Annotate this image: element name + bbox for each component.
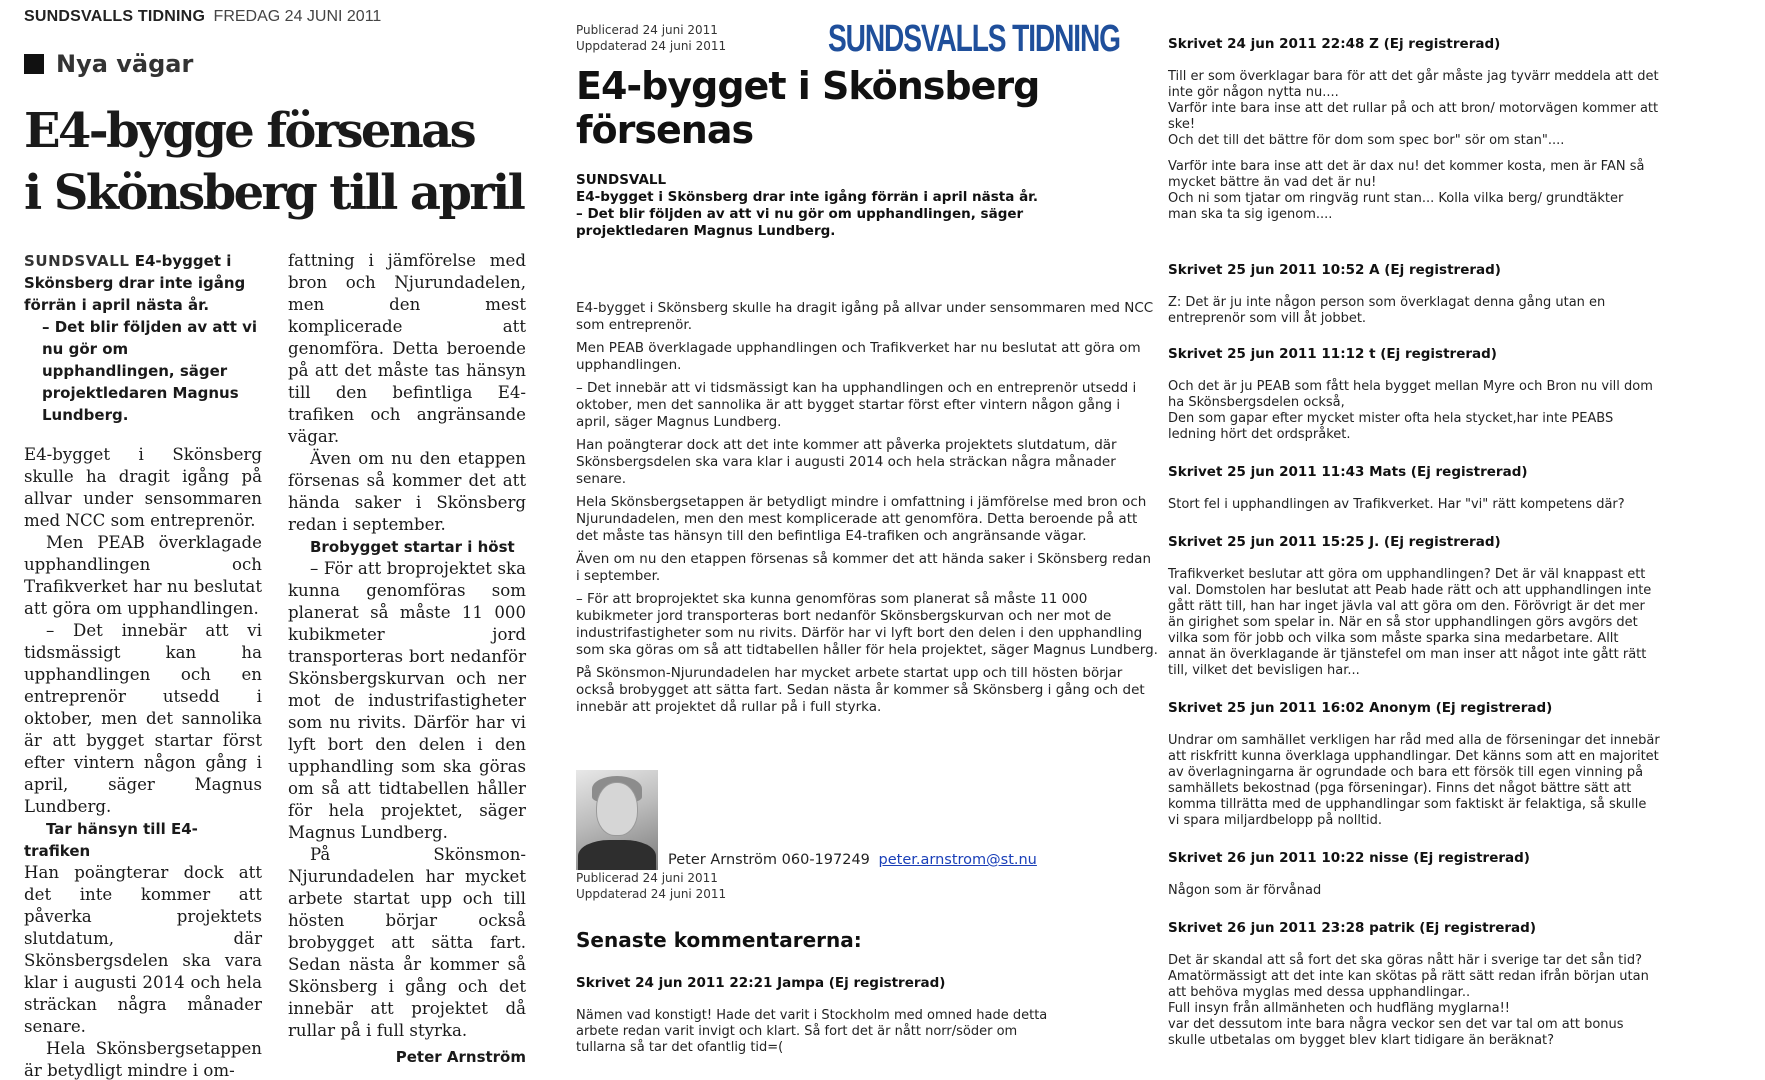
comment-line: Varför inte bara inse att det är dax nu! det kommer kosta, men är FAN så bbox=[1168, 159, 1645, 174]
comment-text bbox=[1168, 883, 1758, 899]
comment-line: ske! bbox=[1168, 117, 1196, 132]
comment-line: inte gör någon nytta nu.... bbox=[1168, 85, 1339, 100]
author-name: Peter Arnström bbox=[668, 852, 778, 868]
comment-line: var det dessutom inte bara några veckor sen det var tal om att bonus bbox=[1168, 1017, 1624, 1032]
comment-line: Och det till det bättre för dom som spec bor" sör om stan".... bbox=[1168, 133, 1565, 148]
article-paragraph: – För att broprojektet ska kunna genomföras som planerat så måste 11 000 kubikmeter jord transporteras bort nedanför Skönsbergskurvan och ner mot de industrifastigheter som nu rivits. Därför har vi lyft bort den delen i den upphandling som ska göras om så att tidtabellen håller för hela projektet, säger Magnus Lundberg. bbox=[576, 591, 1158, 658]
comment-text bbox=[1168, 733, 1758, 829]
comment bbox=[1168, 464, 1758, 513]
comment-header: Skrivet 25 jun 2011 15:25 J. (Ej registrerad) bbox=[1168, 534, 1501, 550]
print-paragraph: – Det innebär att vi tidsmässigt kan ha upphandlingen och en entreprenör utsedd i oktober, men det sannolika är att bygget startar först efter vintern någon gång i april, säger Magnus Lundberg. bbox=[24, 621, 262, 816]
comment-line: att behöva myglas med dessa upphandlingar.. bbox=[1168, 985, 1471, 1000]
print-headline-line: i Skönsberg till april bbox=[24, 165, 524, 221]
print-clipping bbox=[0, 0, 540, 1080]
comment-text bbox=[1168, 567, 1758, 679]
article-body bbox=[576, 300, 1158, 722]
updated-date: Uppdaterad 24 juni 2011 bbox=[576, 887, 727, 901]
print-byline: Peter Arnström bbox=[395, 1048, 526, 1066]
comment-line: Amatörmässigt att det inte kan skötas på rätt sätt redan ifrån början utan bbox=[1168, 969, 1649, 984]
web-article bbox=[576, 0, 1156, 1080]
comment-line: att riskfritt kunna överklaga upphandlingar. Det känns som att en majoritet bbox=[1168, 749, 1659, 764]
comment-line: samhällets bekostnad (pga förseningar). Finns det något bättre sätt att bbox=[1168, 781, 1632, 796]
article-lead-quote: – Det blir följden av att vi nu gör om upphandlingen, säger projektledaren Magnus Lundberg. bbox=[576, 206, 1024, 239]
print-paragraph: Han poängterar dock att det inte kommer att påverka projektets slutdatum, där Skönsbergsdelen ska vara klar i augusti 2014 och hela sträckan några månader senare. bbox=[24, 863, 262, 1036]
print-lead bbox=[24, 250, 262, 426]
comment-line: ledning hört det ordspråket. bbox=[1168, 427, 1351, 442]
comment-text bbox=[1168, 379, 1758, 443]
comment-line: Nämen vad konstigt! Hade det varit i Stockholm med omned hade detta bbox=[576, 1008, 1048, 1023]
comment-text bbox=[1168, 69, 1758, 223]
comment-line: entreprenör som vill åt jobbet. bbox=[1168, 311, 1367, 326]
site-logo[interactable]: SUNDSVALLS TIDNING bbox=[828, 18, 1120, 60]
square-bullet-icon bbox=[24, 54, 44, 74]
comment bbox=[1168, 262, 1758, 327]
print-lead-text: E4-bygget i Skönsberg drar inte igång förrän i april nästa år. bbox=[24, 252, 246, 314]
comments-column bbox=[1168, 0, 1758, 1080]
comment-line: Den som gapar efter mycket mister ofta hela stycket,har inte PEABS bbox=[1168, 411, 1614, 426]
comment-line: av överlagningarna är ogrundade och bara ett försök till egen vinning på bbox=[1168, 765, 1644, 780]
comment-line: annat än överklagande är tjänstefel om man inser att något inte gått rätt bbox=[1168, 647, 1647, 662]
print-lead-place: SUNDSVALL bbox=[24, 252, 130, 270]
comment bbox=[1168, 534, 1758, 679]
print-paragraph: E4-bygget i Skönsberg skulle ha dragit igång på allvar under sensommaren med NCC som entreprenör. bbox=[24, 445, 262, 530]
comment-line: ha Skönsbergsdelen också, bbox=[1168, 395, 1345, 410]
comment bbox=[1168, 700, 1758, 829]
article-meta-top bbox=[576, 22, 726, 54]
comment-line: till, vilket det bevisligen har... bbox=[1168, 663, 1360, 678]
print-paragraph: På Skönsmon-Njurundadelen har mycket arbete startat upp och till hösten börjar också brobygget att sätta fart. Sedan nästa år kommer så Skönsberg i gång och det innebär att projektet då rullar på i full styrka. bbox=[288, 845, 526, 1040]
comment-header: Skrivet 25 jun 2011 11:12 t (Ej registrerad) bbox=[1168, 346, 1497, 362]
author-photo-head bbox=[596, 782, 638, 836]
article-paragraph: Även om nu den etappen försenas så kommer det att hända saker i Skönsberg redan i september. bbox=[576, 551, 1151, 584]
comment-line: vilka som för jobb och vilka som måste sparka sina medarbetare. Allt bbox=[1168, 631, 1619, 646]
article-meta-bottom bbox=[576, 870, 726, 902]
comment-line: vi spara miljardbelopp på nolltid. bbox=[1168, 813, 1383, 828]
print-paragraph: fattning i jämförelse med bron och Njurundadelen, men den mest komplicerade att genomföra. Detta beroende på att det måste tas hänsyn till den befintliga E4-trafiken och angränsande vägar. bbox=[288, 251, 526, 446]
comment-header: Skrivet 25 jun 2011 11:43 Mats (Ej registrerad) bbox=[1168, 464, 1528, 480]
comment-line: gått rätt till, han har inget jävla val att göra om den. Förövrigt är det mer bbox=[1168, 599, 1645, 614]
article-paragraph: Han poängterar dock att det inte kommer att påverka projektets slutdatum, där Skönsbergsdelen ska vara klar i augusti 2014 och hela sträckan några månader senare. bbox=[576, 437, 1117, 487]
comment bbox=[1168, 850, 1758, 899]
article-lead-place: SUNDSVALL bbox=[576, 172, 667, 188]
comment-line: Och det är ju PEAB som fått hela bygget mellan Myre och Bron nu vill dom bbox=[1168, 379, 1653, 394]
published-date: Publicerad 24 juni 2011 bbox=[576, 871, 718, 885]
print-paragraph: Hela Skönsbergsetappen är betydligt mindre i om- bbox=[24, 1039, 262, 1080]
comment-text bbox=[576, 1008, 1156, 1056]
comment-line: skulle utbetalas om bygget blev klart tidigare än beräknat? bbox=[1168, 1033, 1555, 1048]
comment-line: Trafikverket beslutar att göra om upphandlingen? Det är väl knappast ett bbox=[1168, 567, 1646, 582]
comment-line: Och ni som tjatar om ringväg runt stan... Kolla vilka berg/ grundtäkter bbox=[1168, 191, 1624, 206]
print-masthead-brand: SUNDSVALLS TIDNING bbox=[24, 8, 206, 25]
comment bbox=[1168, 36, 1758, 223]
author-email-link[interactable]: peter.arnstrom@st.nu bbox=[878, 852, 1037, 868]
print-lead-quote: – Det blir följden av att vi nu gör om upphandlingen, säger projektledaren Magnus Lundberg. bbox=[42, 318, 258, 424]
latest-comments-heading: Senaste kommentarerna: bbox=[576, 928, 862, 952]
comment-line: mycket bättre än vad det är nu! bbox=[1168, 175, 1377, 190]
article-paragraph: Men PEAB överklagade upphandlingen och Trafikverket har nu beslutat att göra om upphandlingen. bbox=[576, 340, 1141, 373]
comment-line: tullarna så tar det ofantlig tid=( bbox=[576, 1040, 784, 1055]
comment-line: val. Domstolen har beslutat att Peab hade rätt och att upphandlingen inte bbox=[1168, 583, 1652, 598]
comment-line: Full insyn från allmänheten och hudfläng myglarna!! bbox=[1168, 1001, 1510, 1016]
comment-line: Stort fel i upphandlingen av Trafikverket. Har "vi" rätt kompetens där? bbox=[1168, 497, 1625, 512]
article-paragraph: På Skönsmon-Njurundadelen har mycket arbete startat upp och till hösten börjar också brobygget att sätta fart. Sedan nästa år kommer så Skönsberg i gång och det innebär att projektet då rullar på i full styrka. bbox=[576, 665, 1145, 715]
print-paragraph: Även om nu den etappen försenas så kommer det att hända saker i Skönsberg redan i september. bbox=[288, 449, 526, 534]
print-subheading: Brobygget startar i höst bbox=[310, 538, 515, 556]
comment-header: Skrivet 25 jun 2011 16:02 Anonym (Ej registrerad) bbox=[1168, 700, 1553, 716]
article-paragraph: – Det innebär att vi tidsmässigt kan ha upphandlingen och en entreprenör utsedd i oktober, men det sannolika är att bygget startar först efter vintern någon gång i april, säger Magnus Lundberg. bbox=[576, 380, 1137, 430]
comment bbox=[1168, 346, 1758, 443]
comment-text bbox=[1168, 295, 1758, 327]
comment-line: Z: Det är ju inte någon person som överklagat denna gång utan en bbox=[1168, 295, 1606, 310]
comment-line: man ska ta sig igenom.... bbox=[1168, 207, 1333, 222]
comment-header: Skrivet 26 jun 2011 10:22 nisse (Ej registrerad) bbox=[1168, 850, 1530, 866]
article-paragraph: E4-bygget i Skönsberg skulle ha dragit igång på allvar under sensommaren med NCC som entreprenör. bbox=[576, 300, 1154, 333]
author-photo bbox=[576, 770, 658, 870]
comment-line: Undrar om samhället verkligen har råd med alla de förseningar det innebär bbox=[1168, 733, 1660, 748]
comment-header: Skrivet 25 jun 2011 10:52 A (Ej registrerad) bbox=[1168, 262, 1501, 278]
comment-text bbox=[1168, 497, 1758, 513]
comment bbox=[576, 975, 1156, 1056]
print-headline-line: E4-bygge försenas bbox=[24, 103, 475, 159]
article-title bbox=[576, 64, 1136, 152]
comment-line: arbete redan varit invigt och klart. Så fort det är nått norr/söder om bbox=[576, 1024, 1018, 1039]
print-subheading: Tar hänsyn till E4-trafiken bbox=[24, 820, 198, 860]
comment-line: Varför inte bara inse att det rullar på och att bron/ motorvägen kommer att bbox=[1168, 101, 1659, 116]
comment bbox=[1168, 920, 1758, 1049]
comment-line: än girighet som spelar in. När en så stor upphandlingen görs avgörs det bbox=[1168, 615, 1638, 630]
comment-line: komma tillrätta med de upphandlingar som faktiskt är felaktiga, så skulle bbox=[1168, 797, 1647, 812]
print-column-2 bbox=[288, 250, 526, 1068]
comment-line: Det är skandal att så fort det ska göras nått här i sverige tar det sån tid? bbox=[1168, 953, 1643, 968]
print-paragraph: Men PEAB överklagade upphandlingen och Trafikverket har nu beslutat att göra om upphandlingen. bbox=[24, 533, 262, 618]
print-masthead-date: FREDAG 24 JUNI 2011 bbox=[213, 8, 382, 25]
published-date: Publicerad 24 juni 2011 bbox=[576, 23, 718, 37]
author-phone: 060-197249 bbox=[781, 852, 870, 868]
comment-header: Skrivet 26 jun 2011 23:28 patrik (Ej registrerad) bbox=[1168, 920, 1536, 936]
updated-date: Uppdaterad 24 juni 2011 bbox=[576, 39, 727, 53]
comment-text bbox=[1168, 953, 1758, 1049]
comment-line: Till er som överklagar bara för att det går måste jag tyvärr meddela att det bbox=[1168, 69, 1659, 84]
article-lead-text: E4-bygget i Skönsberg drar inte igång förrän i april nästa år. bbox=[576, 189, 1039, 205]
article-paragraph: Hela Skönsbergsetappen är betydligt mindre i omfattning i jämförelse med bron och Njurundadelen, men den mest komplicerade att genomföra. Detta beroende på att det måste tas hänsyn till den befintliga E4-trafiken och angränsande vägar. bbox=[576, 494, 1147, 544]
author-photo-shoulders bbox=[578, 840, 656, 870]
print-masthead bbox=[24, 8, 381, 26]
print-headline bbox=[24, 100, 529, 224]
comment-line: Någon som är förvånad bbox=[1168, 883, 1322, 898]
article-lead bbox=[576, 172, 1136, 240]
print-paragraph: – För att broprojektet ska kunna genomföras som planerat så måste 11 000 kubikmeter jord transporteras bort nedanför Skönsbergskurvan och ner mot de industrifastigheter som nu rivits. Därför har vi lyft bort den delen i den upphandling som ska göras om så att tidtabellen håller för hela projektet, säger Magnus Lundberg. bbox=[288, 559, 526, 842]
print-kicker bbox=[24, 50, 193, 78]
comment-line bbox=[1168, 149, 1758, 159]
comment-header: Skrivet 24 jun 2011 22:48 Z (Ej registrerad) bbox=[1168, 36, 1501, 52]
comment-header: Skrivet 24 jun 2011 22:21 Jampa (Ej registrerad) bbox=[576, 975, 946, 991]
author-line bbox=[668, 852, 1037, 868]
article-title-line: försenas bbox=[576, 108, 754, 152]
print-column-1 bbox=[24, 250, 262, 1080]
article-title-line: E4-bygget i Skönsberg bbox=[576, 64, 1040, 108]
print-kicker-label: Nya vägar bbox=[56, 50, 194, 78]
